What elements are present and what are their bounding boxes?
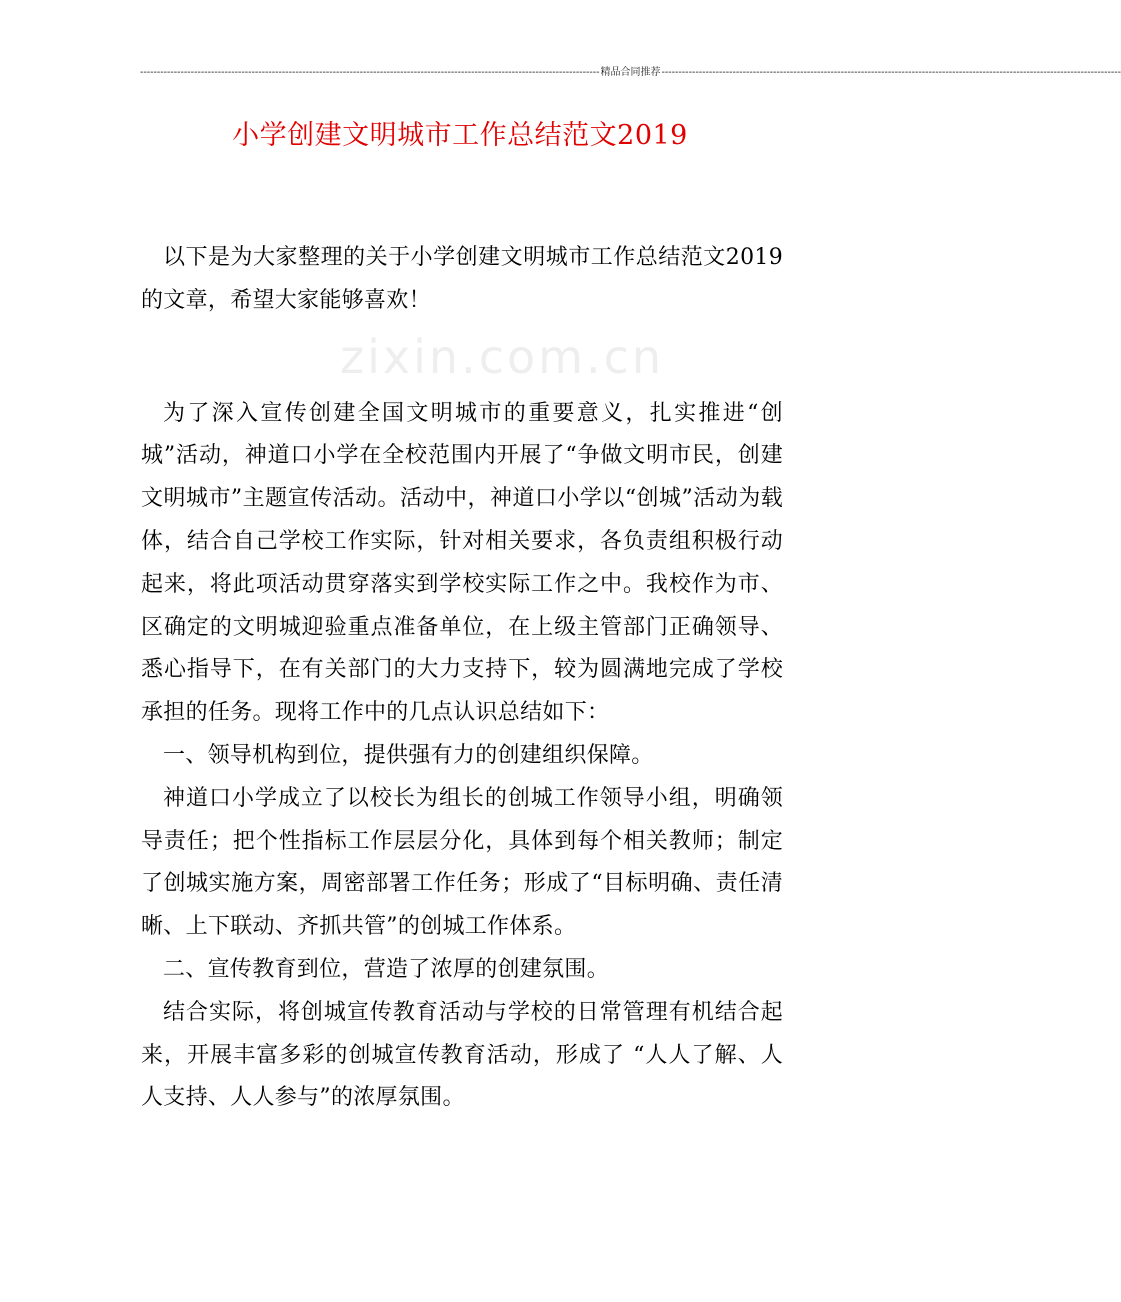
- header-dashes-left: ----------------------------------------------------------------------------------------------------------------------------------------: [140, 67, 600, 78]
- body-paragraph: 神道口小学成立了以校长为组长的创城工作领导小组，明确领导责任；把个性指标工作层层分化，具体到每个相关教师；制定了创城实施方案，周密部署工作任务；形成了“目标明确、责任清晰、上下联动、齐抓共管”的创城工作体系。: [141, 785, 783, 940]
- watermark: zixin.com.cn: [340, 330, 665, 384]
- document-title: 小学创建文明城市工作总结范文2019: [232, 120, 688, 151]
- header-dashes-right: ----------------------------------------------------------------------------------------------------------------------------------------: [661, 67, 1121, 78]
- paragraph-gap: [141, 323, 783, 393]
- body-paragraph: 为了深入宣传创建全国文明城市的重要意义，扎实推进“创城”活动，神道口小学在全校范围内开展了“争做文明市民，创建文明城市”主题宣传活动。活动中，神道口小学以“创城”活动为载体，结合自己学校工作实际，针对相关要求，各负责组积极行动起来，将此项活动贯穿落实到学校实际工作之中。我校作为市、区确定的文明城迎验重点准备单位，在上级主管部门正确领导、悉心指导下，在有关部门的大力支持下，较为圆满地完成了学校承担的任务。现将工作中的几点认识总结如下：: [141, 400, 783, 726]
- page-header: [140, 66, 1121, 80]
- body-paragraph: 结合实际，将创城宣传教育活动与学校的日常管理有机结合起来，开展丰富多彩的创城宣传教育活动，形成了 “人人了解、人人支持、人人参与”的浓厚氛围。: [141, 999, 783, 1111]
- header-label: 精品合同推荐: [600, 67, 661, 78]
- intro-paragraph: 以下是为大家整理的关于小学创建文明城市工作总结范文2019的文章，希望大家能够喜欢！: [141, 245, 783, 313]
- section-heading-2: 二、宣传教育到位，营造了浓厚的创建氛围。: [163, 956, 610, 982]
- document-body: [141, 237, 783, 1120]
- section-heading-1: 一、领导机构到位，提供强有力的创建组织保障。: [163, 742, 654, 768]
